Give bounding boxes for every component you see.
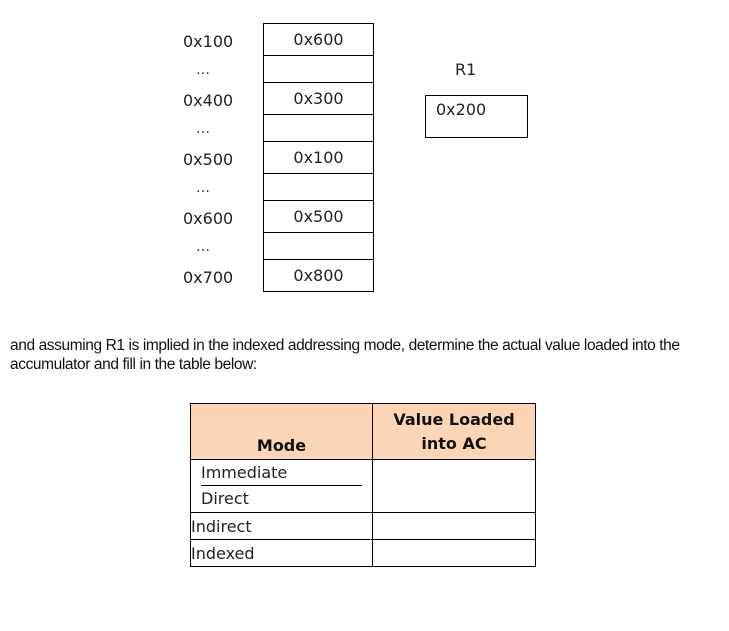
- table-header-row: [191, 404, 536, 460]
- value-input-indexed[interactable]: [373, 540, 536, 567]
- table-row: [191, 513, 536, 540]
- header-value-loaded: [373, 404, 536, 460]
- table-row: [191, 460, 536, 513]
- memory-address-0x400: 0x400: [183, 91, 234, 110]
- register-box: [425, 95, 528, 138]
- ellipsis: …: [196, 62, 211, 78]
- ellipsis: …: [196, 239, 211, 255]
- header-mode: Mode: [191, 404, 373, 460]
- addressing-mode-table: [190, 403, 536, 567]
- memory-cell: [263, 200, 374, 232]
- header-value-line2: into AC: [421, 433, 487, 453]
- memory-cell-empty: [263, 114, 374, 141]
- ellipsis: …: [196, 121, 211, 137]
- memory-cell-empty: [263, 55, 374, 82]
- memory-cell: [263, 259, 374, 292]
- memory-cell-value: 0x100: [293, 148, 344, 167]
- memory-cell: [263, 141, 374, 173]
- mode-direct: Direct: [201, 489, 249, 508]
- memory-cell: [263, 82, 374, 114]
- mode-indirect: Indirect: [191, 513, 373, 540]
- mode-indexed: Indexed: [191, 540, 373, 567]
- memory-cell-empty: [263, 232, 374, 259]
- value-input-indirect[interactable]: [373, 513, 536, 540]
- memory-cell-value: 0x500: [293, 207, 344, 226]
- memory-cell: [263, 23, 374, 55]
- mode-immediate: Immediate: [201, 460, 362, 486]
- table-row: [191, 540, 536, 567]
- memory-address-0x500: 0x500: [183, 150, 234, 169]
- memory-cell-value: 0x600: [293, 30, 344, 49]
- mode-cell: [191, 460, 373, 513]
- ellipsis: …: [196, 180, 211, 196]
- register-value: 0x200: [436, 100, 487, 119]
- memory-address-0x600: 0x600: [183, 209, 234, 228]
- instruction-text: and assuming R1 is implied in the indexed addressing mode, determine the actual value loaded into the accumulator and fill in the table below:: [10, 337, 680, 373]
- memory-cell-value: 0x300: [293, 89, 344, 108]
- value-input-immediate-direct[interactable]: [373, 460, 536, 513]
- register-label: R1: [455, 60, 477, 79]
- memory-cell-empty: [263, 173, 374, 200]
- memory-address-0x100: 0x100: [183, 32, 234, 51]
- memory-cell-value: 0x800: [293, 266, 344, 285]
- memory-address-0x700: 0x700: [183, 268, 234, 287]
- header-value-line1: Value Loaded: [393, 409, 515, 429]
